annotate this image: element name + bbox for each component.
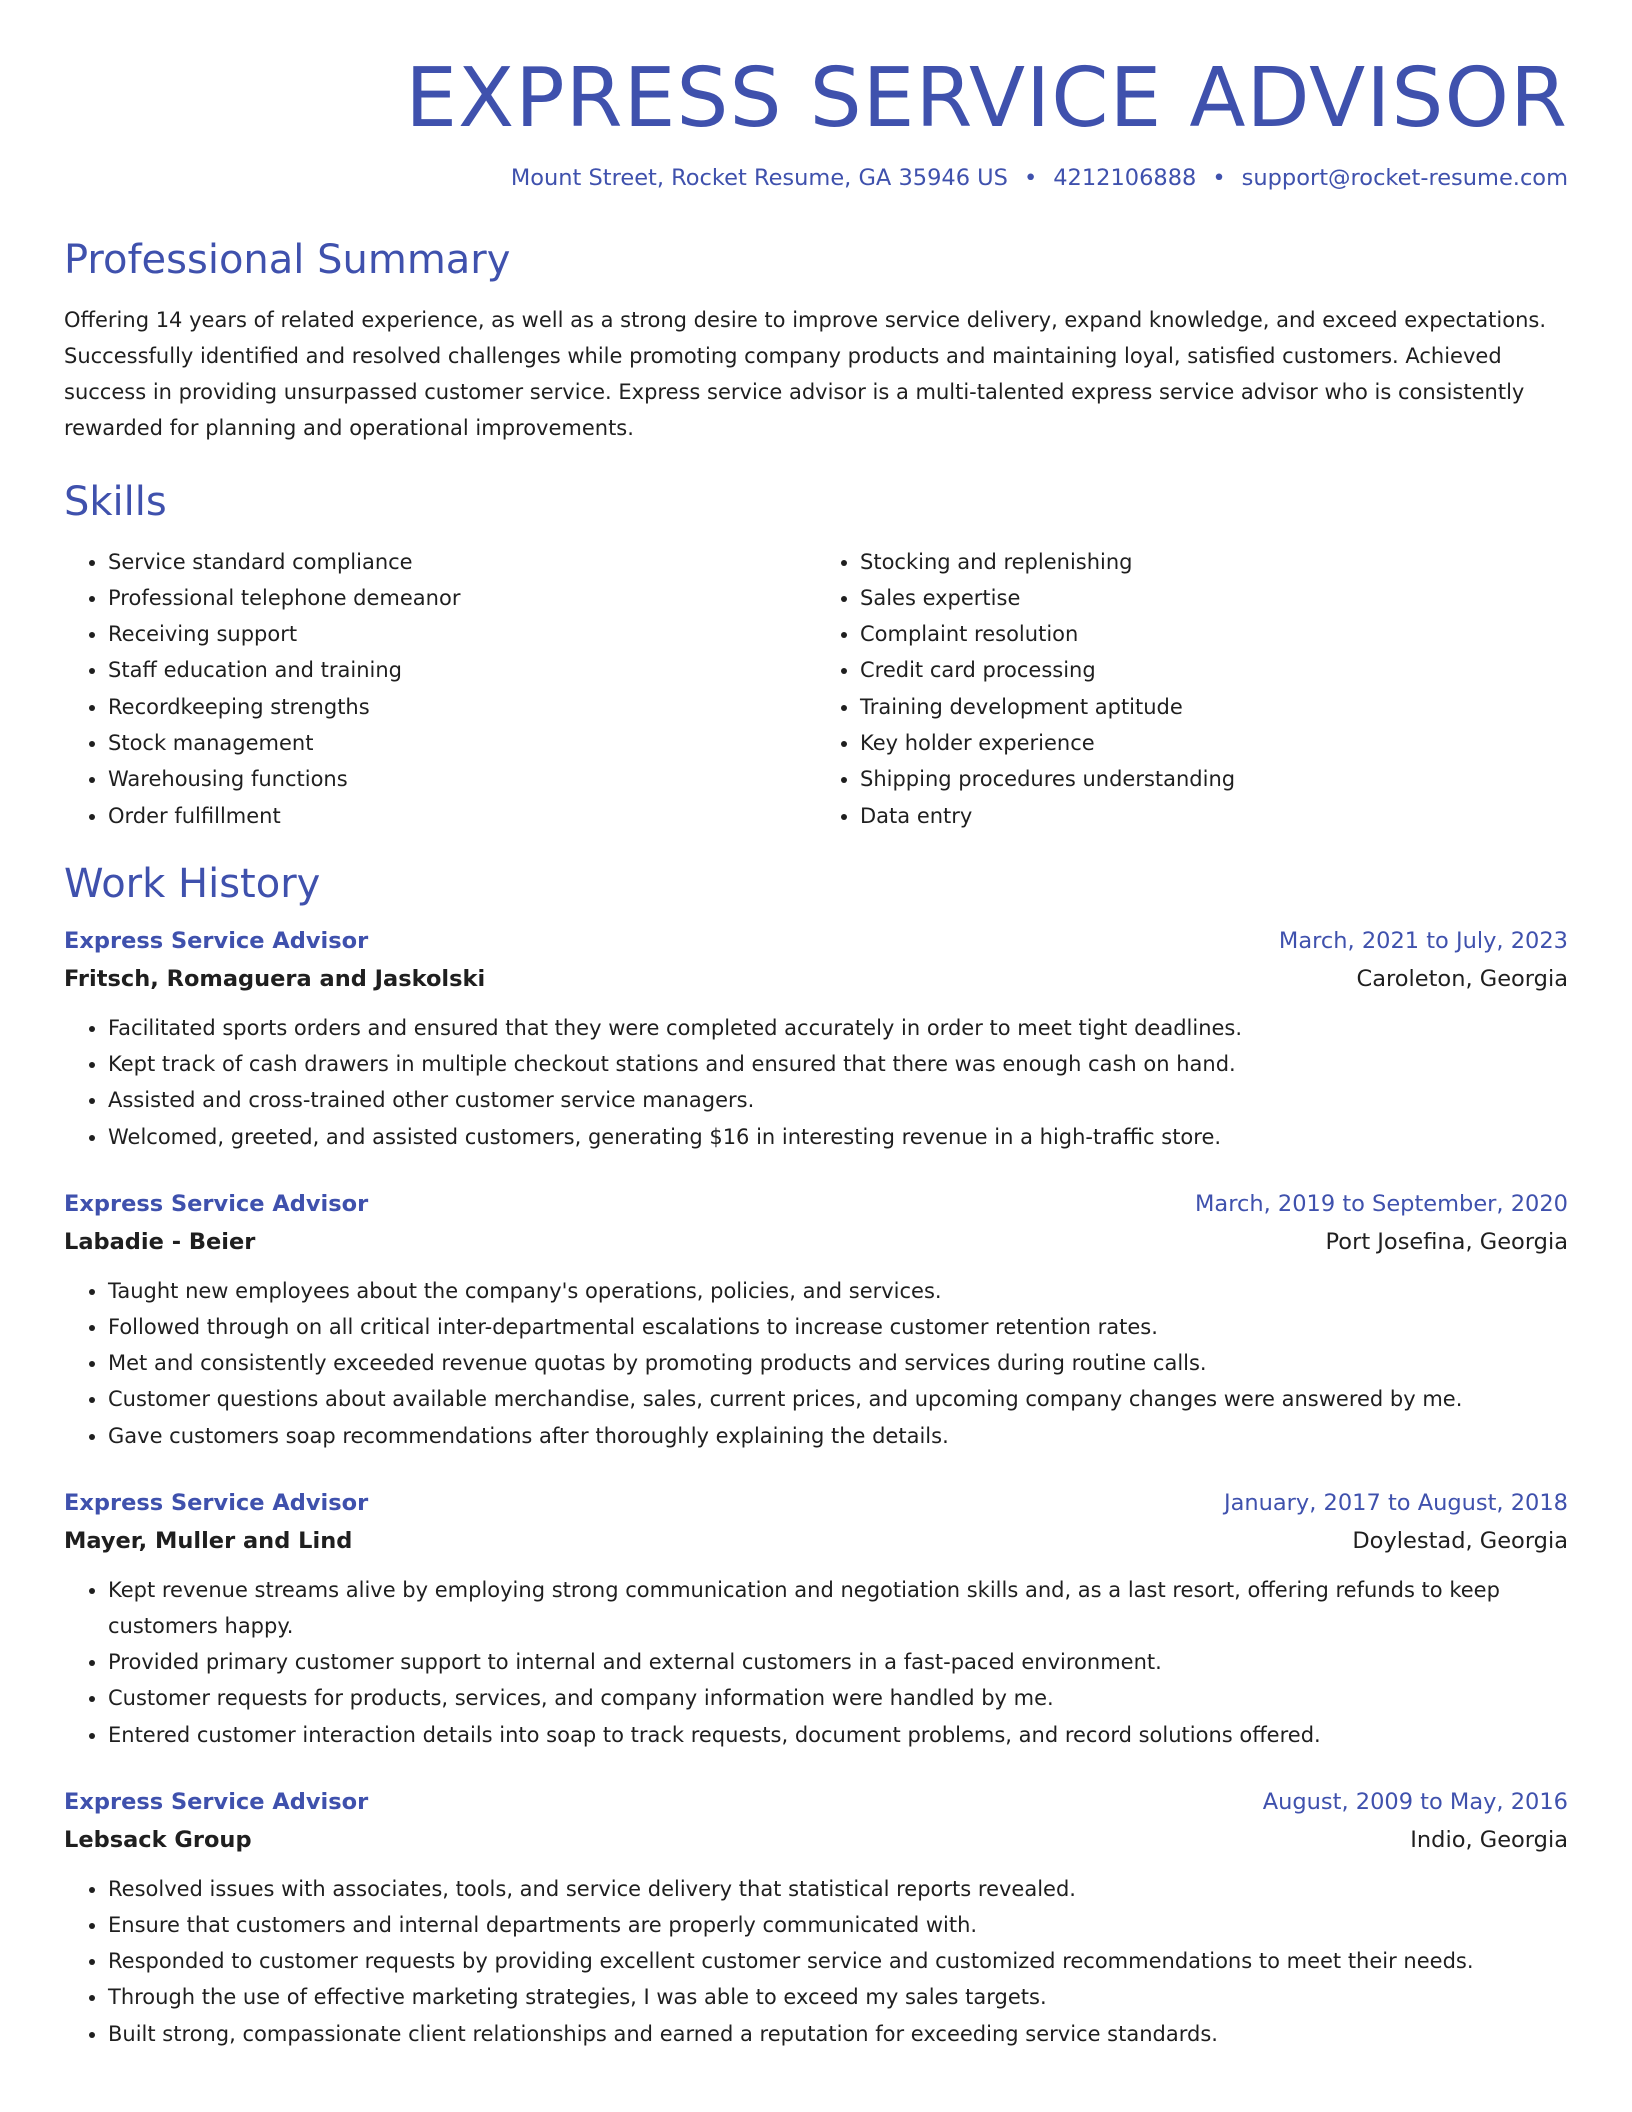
job-bullet: • Ensure that customers and internal departments are properly communicated with.	[108, 1907, 1568, 1943]
skill-item: • Key holder experience	[860, 725, 1568, 761]
skills-heading: Skills	[64, 478, 167, 525]
job-bullet: • Entered customer interaction details into soap to track requests, document problems, and record solutions offered.	[108, 1717, 1568, 1753]
job-bullet: • Customer requests for products, services, and company information were handled by me.	[108, 1680, 1568, 1716]
contact-address: Mount Street, Rocket Resume, GA 35946 US	[510, 165, 1008, 192]
job-company: Labadie - Beier	[64, 1228, 256, 1255]
job-bullets	[64, 1871, 1568, 2052]
job-dates: January, 2017 to August, 2018	[1223, 1489, 1568, 1516]
skill-item: • Complaint resolution	[860, 616, 1568, 652]
skill-item: • Warehousing functions	[108, 761, 816, 797]
job-bullet: • Taught new employees about the company's operations, policies, and services.	[108, 1273, 1568, 1309]
job-title: Express Service Advisor	[64, 1190, 369, 1217]
job-bullet: • Provided primary customer support to internal and external customers in a fast-paced environment.	[108, 1644, 1568, 1680]
skills-list-left	[64, 544, 816, 834]
job-bullets	[64, 1572, 1568, 1753]
job-location: Caroleton, Georgia	[1356, 965, 1568, 992]
job-bullet: • Kept track of cash drawers in multiple checkout stations and ensured that there was enough cash on hand.	[108, 1046, 1568, 1082]
skill-item: • Service standard compliance	[108, 544, 816, 580]
summary-heading: Professional Summary	[64, 236, 511, 283]
skills-section	[64, 478, 1568, 834]
job-entry	[64, 1185, 1568, 1454]
job-bullet: • Gave customers soap recommendations after thoroughly explaining the details.	[108, 1418, 1568, 1454]
skill-item: • Receiving support	[108, 616, 816, 652]
skill-item: • Credit card processing	[860, 652, 1568, 688]
skill-item: • Order fulfillment	[108, 798, 816, 834]
work-history-heading: Work History	[64, 860, 321, 907]
skills-columns	[64, 544, 1568, 834]
job-bullet: • Followed through on all critical inter-departmental escalations to increase customer retention rates.	[108, 1309, 1568, 1345]
job-bullet: • Through the use of effective marketing strategies, I was able to exceed my sales targets.	[108, 1979, 1568, 2015]
contact-separator: •	[1212, 165, 1226, 192]
contact-line	[64, 164, 1568, 193]
contact-separator: •	[1023, 165, 1038, 192]
resume-name: EXPRESS SERVICE ADVISOR	[405, 51, 1568, 146]
skill-item: • Staff education and training	[108, 652, 816, 688]
job-dates: August, 2009 to May, 2016	[1262, 1788, 1568, 1815]
job-bullets	[64, 1010, 1568, 1155]
job-bullet: • Facilitated sports orders and ensured that they were completed accurately in order to meet tight deadlines.	[108, 1010, 1568, 1046]
summary-text: Offering 14 years of related experience, as well as a strong desire to improve service delivery, expand knowledge, and exceed expectations. Successfully identified and resolved challenges while promoting company products and maintaining loyal, satisfied customers. Achieved success in providing unsurpassed customer service. Express service advisor is a multi-talented express service advisor who is consistently rewarded for planning and operational improvements.	[64, 307, 1547, 440]
work-history-section	[64, 860, 1568, 2052]
skill-item: • Sales expertise	[860, 580, 1568, 616]
job-bullet: • Built strong, compassionate client relationships and earned a reputation for exceeding service standards.	[108, 2016, 1568, 2052]
job-dates: March, 2019 to September, 2020	[1195, 1190, 1568, 1217]
skill-item: • Shipping procedures understanding	[860, 761, 1568, 797]
job-entry	[64, 922, 1568, 1155]
contact-phone: 4212106888	[1053, 165, 1197, 192]
job-bullet: • Welcomed, greeted, and assisted customers, generating $16 in interesting revenue in a high-traffic store.	[108, 1119, 1568, 1155]
job-location: Port Josefina, Georgia	[1325, 1228, 1568, 1255]
skill-item: • Data entry	[860, 798, 1568, 834]
skill-item: • Professional telephone demeanor	[108, 580, 816, 616]
job-company: Lebsack Group	[64, 1826, 252, 1853]
job-title: Express Service Advisor	[64, 1489, 369, 1516]
job-company: Mayer, Muller and Lind	[64, 1527, 353, 1554]
job-location: Doylestad, Georgia	[1352, 1527, 1568, 1554]
job-bullet: • Met and consistently exceeded revenue quotas by promoting products and services during routine calls.	[108, 1345, 1568, 1381]
job-title: Express Service Advisor	[64, 1788, 369, 1815]
job-title: Express Service Advisor	[64, 927, 369, 954]
skills-list-right	[816, 544, 1568, 834]
skill-item: • Stocking and replenishing	[860, 544, 1568, 580]
job-entry	[64, 1783, 1568, 2052]
job-bullet: • Resolved issues with associates, tools, and service delivery that statistical reports revealed.	[108, 1871, 1568, 1907]
skill-item: • Stock management	[108, 725, 816, 761]
job-bullet: • Customer questions about available merchandise, sales, current prices, and upcoming company changes were answered by me.	[108, 1381, 1568, 1417]
contact-email: support@rocket-resume.com	[1241, 165, 1568, 192]
skill-item: • Recordkeeping strengths	[108, 689, 816, 725]
job-bullet: • Assisted and cross-trained other customer service managers.	[108, 1082, 1568, 1118]
job-bullets	[64, 1273, 1568, 1454]
job-location: Indio, Georgia	[1410, 1826, 1568, 1853]
job-entry	[64, 1484, 1568, 1753]
job-bullet: • Responded to customer requests by providing excellent customer service and customized recommendations to meet their needs.	[108, 1943, 1568, 1979]
job-dates: March, 2021 to July, 2023	[1278, 927, 1568, 954]
skill-item: • Training development aptitude	[860, 689, 1568, 725]
summary-section	[64, 236, 1568, 446]
job-company: Fritsch, Romaguera and Jaskolski	[64, 965, 486, 992]
job-bullet: • Kept revenue streams alive by employing strong communication and negotiation skills and, as a last resort, offering refunds to keep customers happy.	[108, 1572, 1568, 1644]
